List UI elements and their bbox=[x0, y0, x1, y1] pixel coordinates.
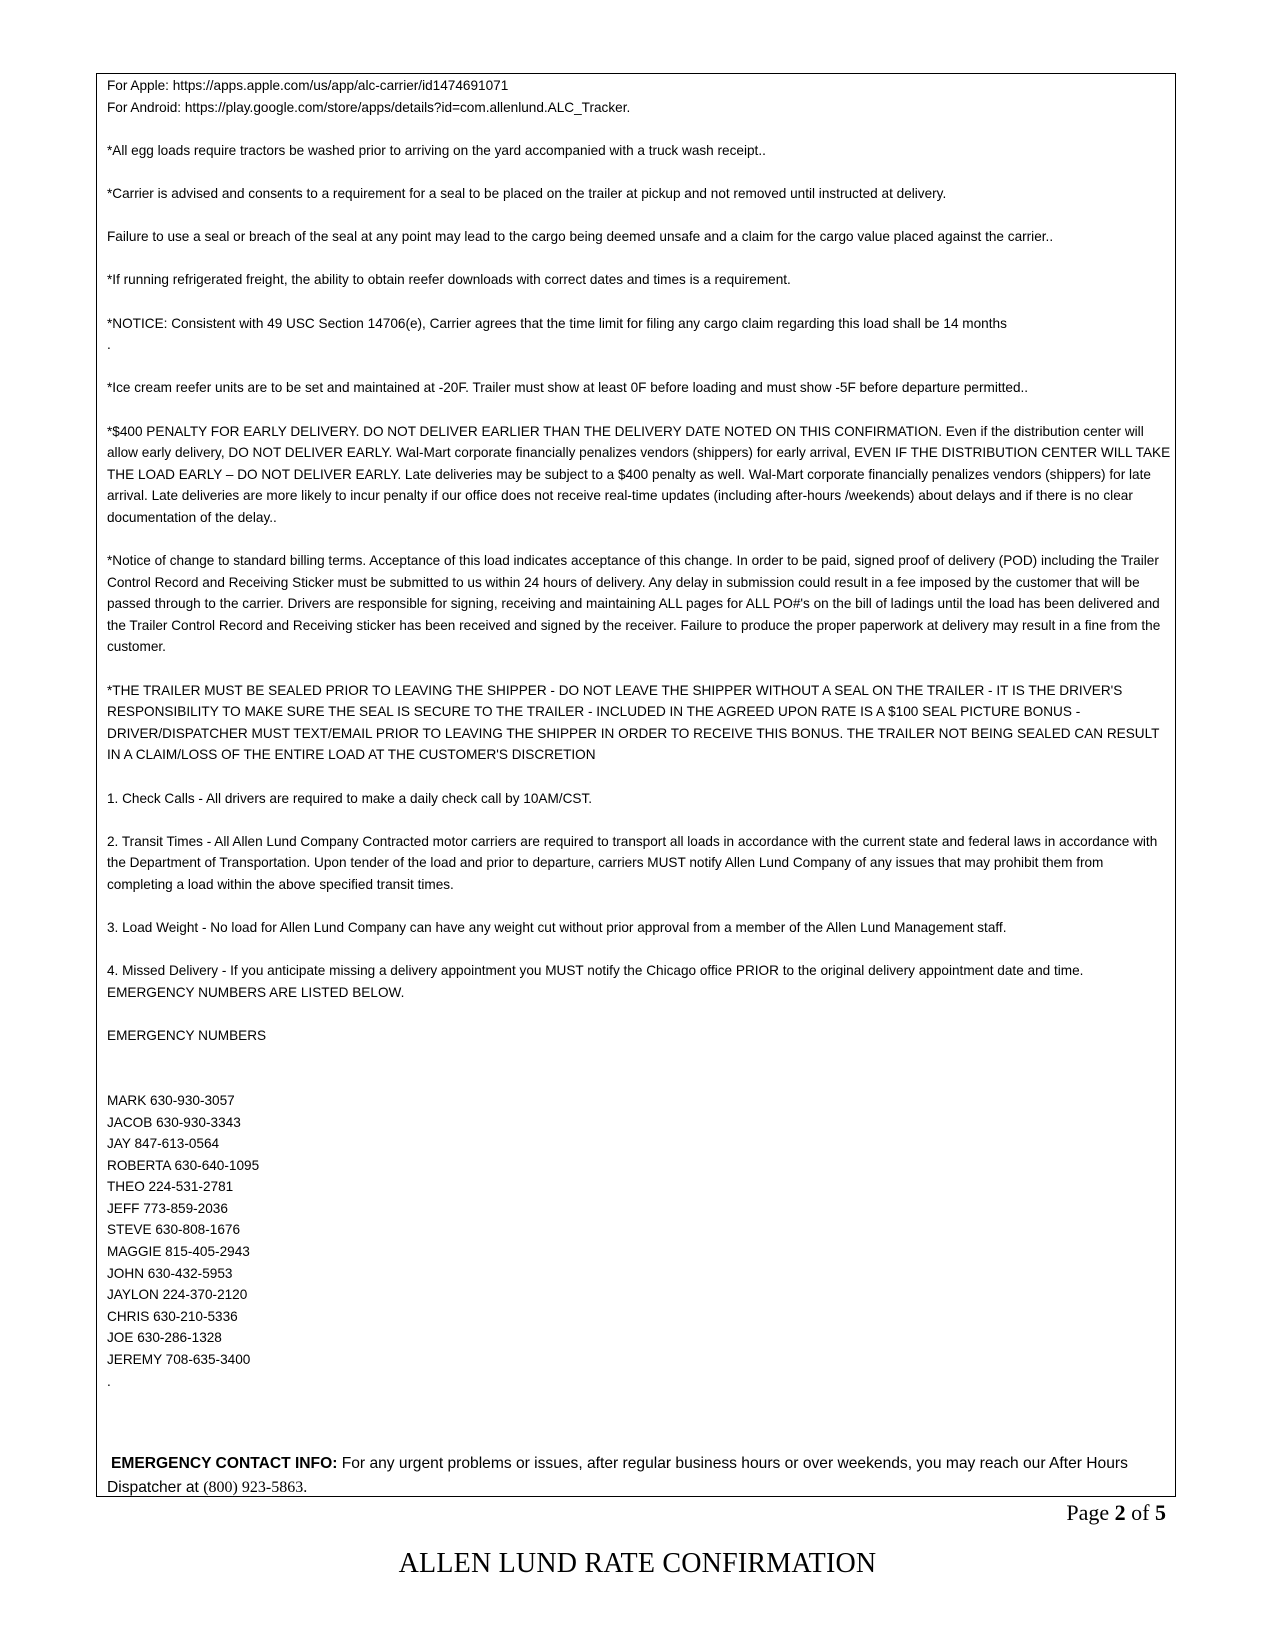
list-item: CHRIS 630-210-5336 bbox=[107, 1308, 238, 1324]
list-item: JACOB 630-930-3343 bbox=[107, 1114, 241, 1130]
trailer-seal-note: *THE TRAILER MUST BE SEALED PRIOR TO LEAVING THE SHIPPER - DO NOT LEAVE THE SHIPPER WITHOUT A SEAL ON THE TRAILER - IT IS THE DRIVER'S RESPONSIBILITY TO MAKE SURE THE SEAL IS SECURE TO THE TRAILER - INCLUDED IN THE AGREED UPON RATE IS A $100 SEAL PICTURE BONUS - DRIVER/DISPATCHER MUST TEXT/EMAIL PRIOR TO LEAVING THE SHIPPER IN ORDER TO RECEIVE THIS BONUS. THE TRAILER NOT BEING SEALED CAN RESULT IN A CLAIM/LOSS OF THE ENTIRE LOAD AT THE CUSTOMER'S DISCRETION bbox=[107, 682, 1160, 763]
contacts-end-dot: . bbox=[107, 1373, 111, 1389]
emergency-contact-label: EMERGENCY CONTACT INFO: bbox=[111, 1455, 338, 1472]
page-number bbox=[1066, 1500, 1166, 1526]
emergency-contact-info bbox=[107, 1452, 1171, 1500]
page-current: 2 bbox=[1114, 1500, 1126, 1525]
rule-load-weight: 3. Load Weight - No load for Allen Lund Company can have any weight cut without prior approval from a member of the Allen Lund Management staff. bbox=[107, 920, 1007, 936]
cargo-claim-notice-dot: . bbox=[107, 337, 111, 353]
list-item: JAYLON 224-370-2120 bbox=[107, 1287, 248, 1303]
after-hours-phone: (800) 923-5863. bbox=[203, 1479, 308, 1496]
android-app-link: For Android: https://play.google.com/store/apps/details?id=com.allenlund.ALC_Tracker. bbox=[107, 99, 631, 115]
list-item: STEVE 630-808-1676 bbox=[107, 1222, 241, 1238]
list-item: MARK 630-930-3057 bbox=[107, 1092, 235, 1108]
apple-app-link: For Apple: https://apps.apple.com/us/app/alc-carrier/id1474691071 bbox=[107, 78, 509, 93]
list-item: MAGGIE 815-405-2943 bbox=[107, 1244, 250, 1260]
seal-failure-note: Failure to use a seal or breach of the seal at any point may lead to the cargo being deemed unsafe and a claim for the cargo value placed against the carrier.. bbox=[107, 229, 1054, 245]
list-item: THEO 224-531-2781 bbox=[107, 1179, 234, 1195]
list-item: JEFF 773-859-2036 bbox=[107, 1200, 228, 1216]
early-delivery-penalty: *$400 PENALTY FOR EARLY DELIVERY. DO NOT DELIVER EARLIER THAN THE DELIVERY DATE NOTED ON THIS CONFIRMATION. Even if the distribution center will allow early delivery, DO NOT DELIVER EARLY. Wal-Mart corporate financially penalizes vendors (shippers) for early arrival, EVEN IF THE DISTRIBUTION CENTER WILL TAKE THE LOAD EARLY – DO NOT DELIVER EARLY. Late deliveries may be subject to a $400 penalty as well. Wal-Mart corporate financially penalizes vendors (shippers) for late arrival. Late deliveries are more likely to incur penalty if our office does not receive real-time updates (including after-hours /weekends) about delays and if there is no clear documentation of the delay.. bbox=[107, 423, 1171, 525]
list-item: JOHN 630-432-5953 bbox=[107, 1265, 233, 1281]
page-total: 5 bbox=[1155, 1500, 1166, 1525]
list-item: JEREMY 708-635-3400 bbox=[107, 1352, 251, 1368]
page-middle: of bbox=[1125, 1500, 1155, 1525]
page-prefix: Page bbox=[1066, 1500, 1115, 1525]
terms-body bbox=[107, 75, 1171, 1392]
list-item: JOE 630-286-1328 bbox=[107, 1330, 222, 1346]
seal-requirement-note: *Carrier is advised and consents to a requirement for a seal to be placed on the trailer at pickup and not removed until instructed at delivery. bbox=[107, 185, 947, 201]
reefer-note: *If running refrigerated freight, the ability to obtain reefer downloads with correct dates and times is a requirement. bbox=[107, 272, 791, 288]
ice-cream-note: *Ice cream reefer units are to be set and maintained at -20F. Trailer must show at least 0F before loading and must show -5F before departure permitted.. bbox=[107, 380, 1029, 396]
emergency-contact-list bbox=[107, 1090, 1171, 1392]
emergency-numbers-heading: EMERGENCY NUMBERS bbox=[107, 1028, 267, 1044]
document-footer-title: ALLEN LUND RATE CONFIRMATION bbox=[398, 1548, 877, 1579]
rule-check-calls: 1. Check Calls - All drivers are required to make a daily check call by 10AM/CST. bbox=[107, 790, 593, 806]
rule-transit-times: 2. Transit Times - All Allen Lund Company Contracted motor carriers are required to transport all loads in accordance with the current state and federal laws in accordance with the Department of Transportation. Upon tender of the load and prior to departure, carriers MUST notify Allen Lund Company of any issues that may prohibit them from completing a load within the above specified transit times. bbox=[107, 833, 1158, 892]
egg-loads-note: *All egg loads require tractors be washed prior to arriving on the yard accompanied with a truck wash receipt.. bbox=[107, 142, 766, 158]
cargo-claim-notice: *NOTICE: Consistent with 49 USC Section 14706(e), Carrier agrees that the time limit for filing any cargo claim regarding this load shall be 14 months bbox=[107, 315, 1007, 331]
rule-missed-delivery: 4. Missed Delivery - If you anticipate missing a delivery appointment you MUST notify the Chicago office PRIOR to the original delivery appointment date and time. EMERGENCY NUMBERS ARE LISTED BELOW. bbox=[107, 963, 1084, 1000]
emergency-contact-text: For any urgent problems or issues, after regular business hours or over weekends, you may reach our After Hours Dispatcher at bbox=[107, 1455, 1128, 1496]
list-item: JAY 847-613-0564 bbox=[107, 1136, 220, 1152]
list-item: ROBERTA 630-640-1095 bbox=[107, 1157, 260, 1173]
billing-terms-note: *Notice of change to standard billing terms. Acceptance of this load indicates acceptance of this change. In order to be paid, signed proof of delivery (POD) including the Trailer Control Record and Receiving Sticker must be submitted to us within 24 hours of delivery. Any delay in submission could result in a fee imposed by the customer that will be passed through to the carrier. Drivers are responsible for signing, receiving and maintaining ALL pages for ALL PO#'s on the bill of ladings until the load has been delivered and the Trailer Control Record and Receiving sticker has been received and signed by the receiver. Failure to produce the proper paperwork at delivery may result in a fine from the customer. bbox=[107, 553, 1161, 655]
